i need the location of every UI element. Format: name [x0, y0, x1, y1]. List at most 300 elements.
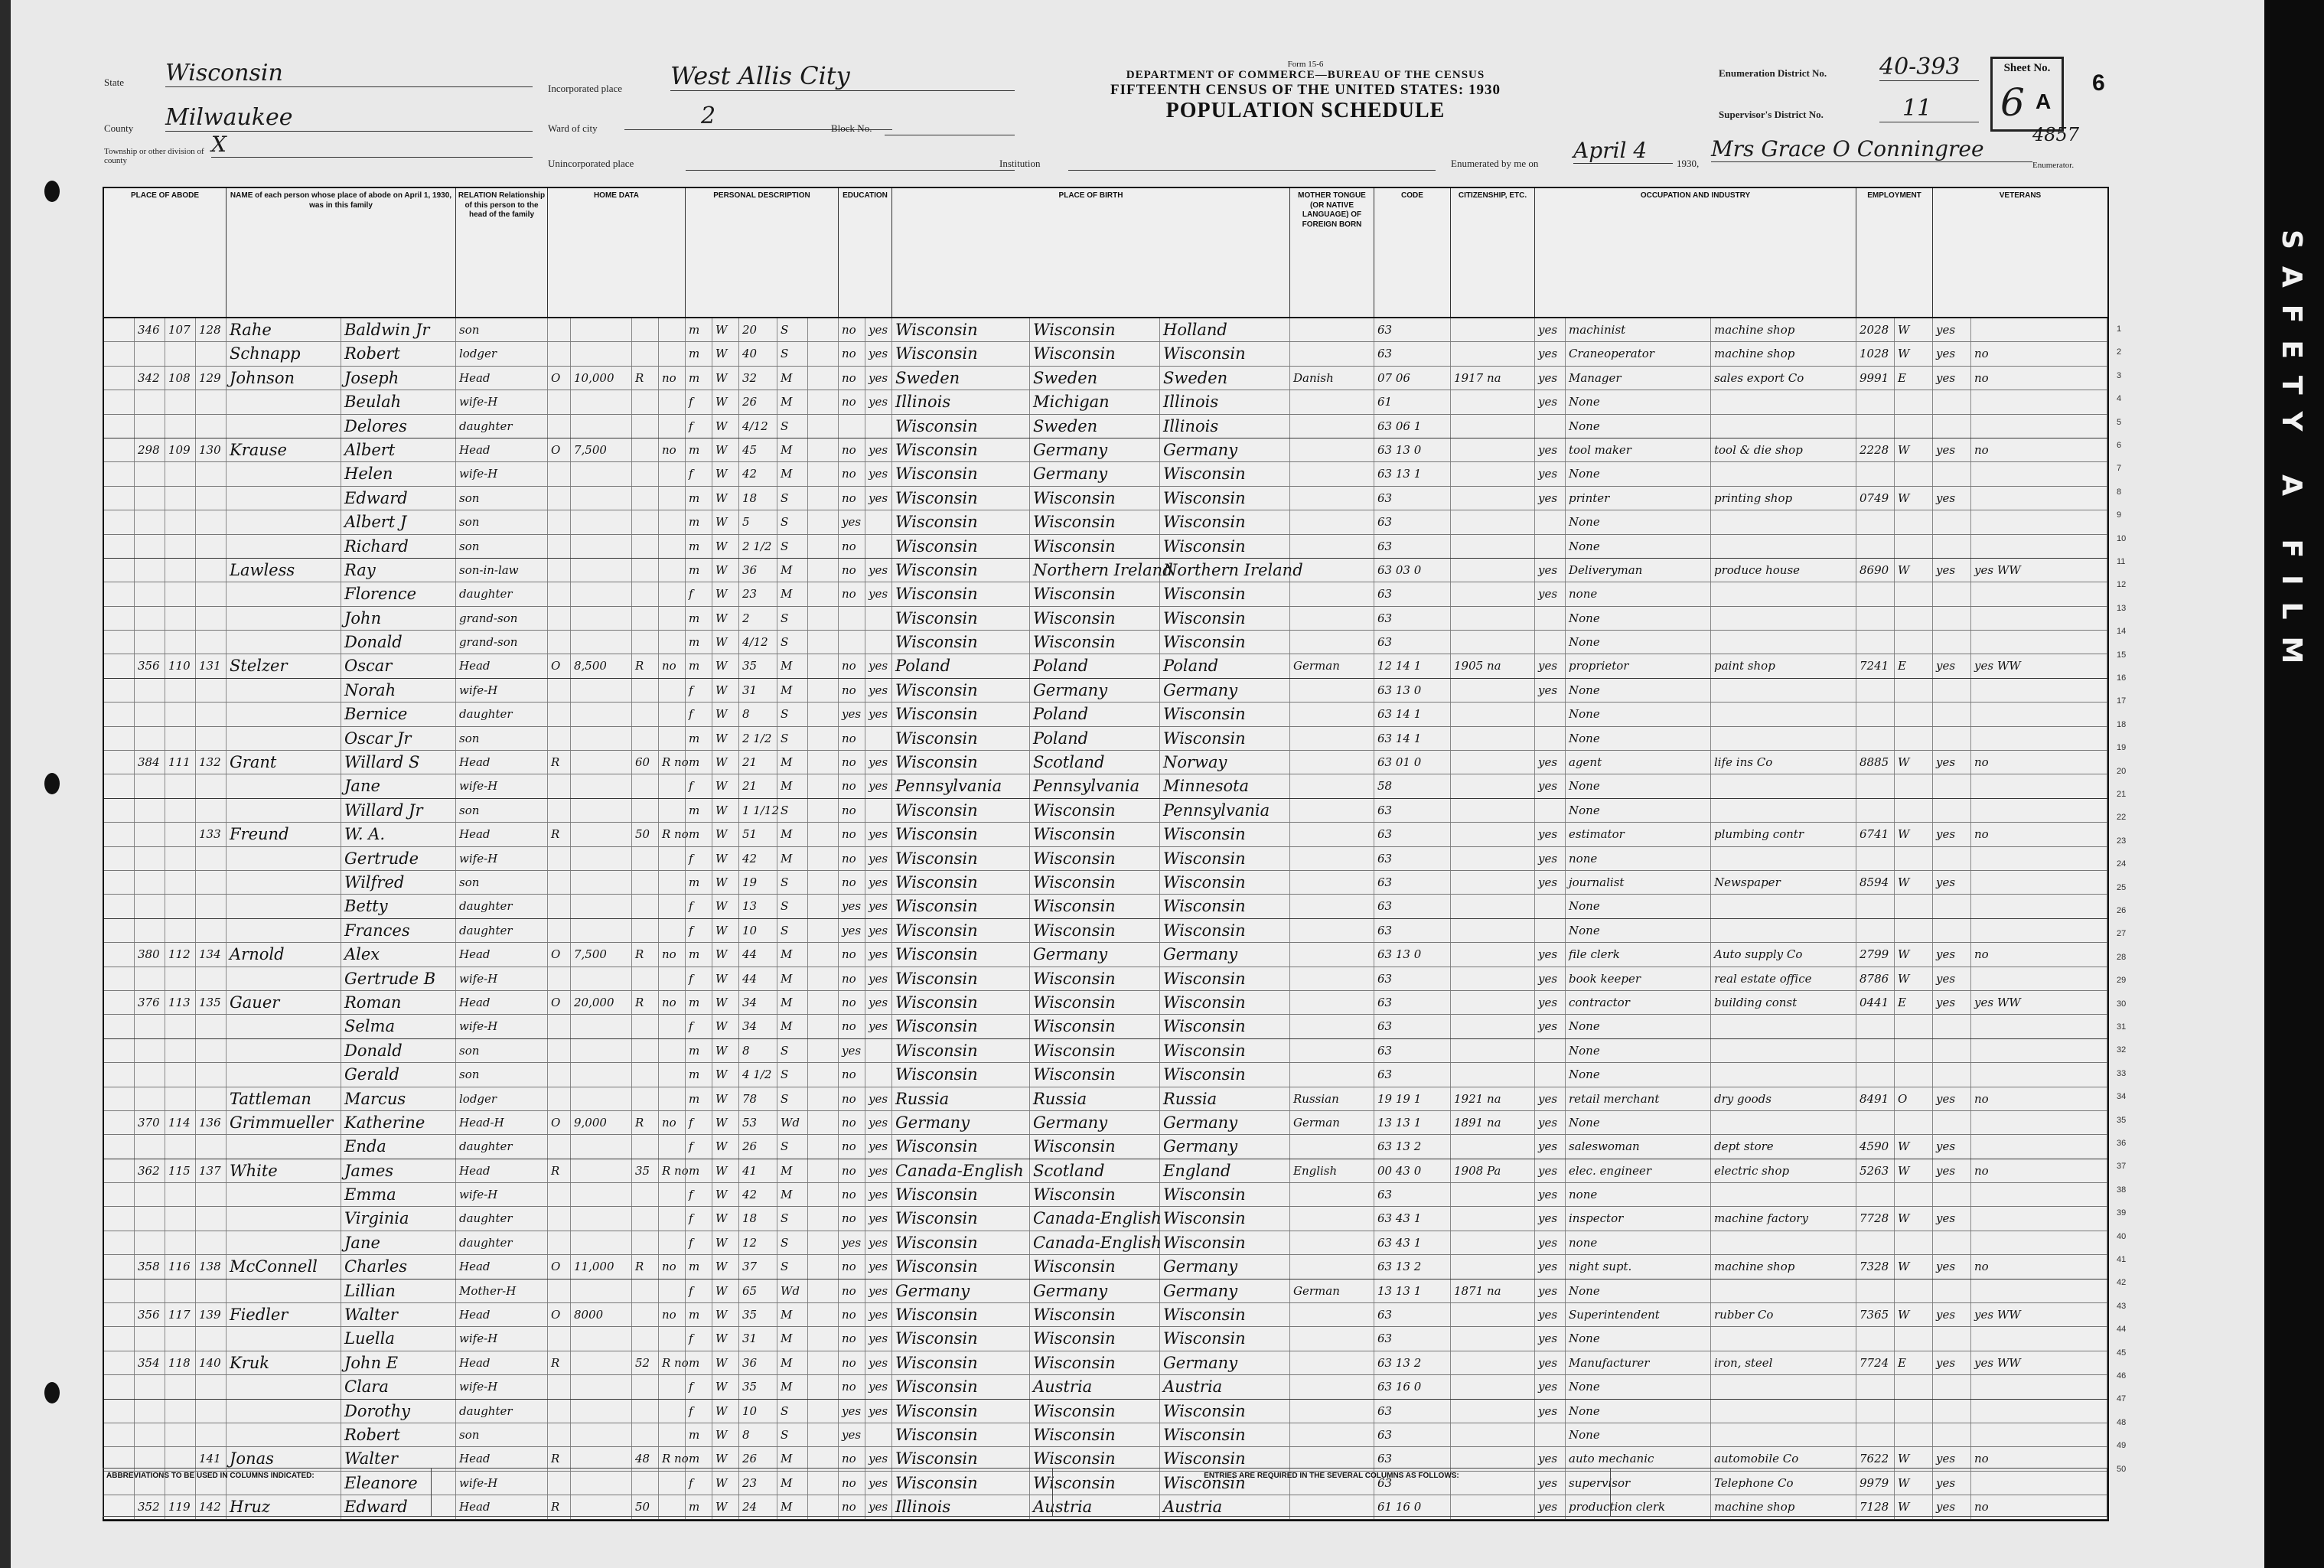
- cell-family: 142: [196, 1495, 227, 1518]
- table-row: [104, 1135, 2107, 1159]
- cell-english: yes: [1535, 1375, 1566, 1398]
- cell-relation: daughter: [456, 1400, 548, 1423]
- cell-house: [135, 342, 165, 365]
- cell-age: 32: [739, 367, 777, 390]
- cell-family: [196, 415, 227, 438]
- cell-given: Jane: [341, 1231, 456, 1254]
- cell-home: O: [548, 1111, 571, 1134]
- cell-occupation: None: [1566, 631, 1711, 654]
- cell-age: 2 1/2: [739, 727, 777, 750]
- column-header: CITIZENSHIP, ETC.: [1451, 188, 1535, 317]
- cell-occupation: None: [1566, 1063, 1711, 1086]
- row-number: 48: [2117, 1417, 2127, 1427]
- cell-street: [104, 535, 135, 558]
- cell-father: Wisconsin: [1030, 1423, 1160, 1446]
- cell-surname: [227, 510, 341, 533]
- cell-class: [1895, 1423, 1933, 1446]
- cell-occupation: None: [1566, 774, 1711, 797]
- cell-school: no: [839, 774, 865, 797]
- cell-farm: [808, 1159, 839, 1182]
- cell-street: [104, 1039, 135, 1062]
- table-row: [104, 1351, 2107, 1375]
- cell-surname: [227, 390, 341, 413]
- cell-marital: M: [777, 1303, 808, 1326]
- cell-class: W: [1895, 1207, 1933, 1230]
- cell-mother: Germany: [1160, 1280, 1290, 1302]
- cell-relation: daughter: [456, 919, 548, 942]
- cell-class: [1895, 631, 1933, 654]
- cell-radio: [659, 799, 686, 822]
- cell-value: [571, 318, 632, 341]
- cell-citizen: 1891 na: [1451, 1111, 1535, 1134]
- cell-relation: Head: [456, 438, 548, 461]
- cell-industry: [1711, 510, 1856, 533]
- cell-industry: [1711, 1375, 1856, 1398]
- cell-mother: Norway: [1160, 751, 1290, 774]
- cell-given: W. A.: [341, 823, 456, 846]
- cell-rent: R: [632, 367, 659, 390]
- cell-occupation: elec. engineer: [1566, 1159, 1711, 1182]
- cell-house: 370: [135, 1111, 165, 1134]
- cell-vet: no: [1971, 943, 2107, 966]
- cell-work: [1933, 727, 1971, 750]
- cell-street: [104, 415, 135, 438]
- cell-surname: [227, 703, 341, 725]
- cell-age: 42: [739, 462, 777, 485]
- cell-value: [571, 1039, 632, 1062]
- cell-industry: [1711, 1280, 1856, 1302]
- cell-relation: Head: [456, 1303, 548, 1326]
- cell-mother: Wisconsin: [1160, 967, 1290, 990]
- cell-english: [1535, 1423, 1566, 1446]
- cell-occupation: retail merchant: [1566, 1087, 1711, 1110]
- cell-dwelling: [165, 631, 196, 654]
- cell-ind-code: 7241: [1856, 654, 1895, 677]
- table-row: [104, 1063, 2107, 1087]
- cell-given: Clara: [341, 1375, 456, 1398]
- cell-age: 8: [739, 703, 777, 725]
- supervisor-district-label: Supervisor's District No.: [1719, 109, 1824, 120]
- cell-marital: S: [777, 607, 808, 630]
- row-number: 25: [2117, 882, 2127, 892]
- cell-citizen: [1451, 703, 1535, 725]
- cell-mother: Wisconsin: [1160, 342, 1290, 365]
- cell-marital: M: [777, 1015, 808, 1038]
- cell-work: yes: [1933, 1207, 1971, 1230]
- cell-citizen: [1451, 751, 1535, 774]
- cell-occupation: None: [1566, 799, 1711, 822]
- cell-value: [571, 1087, 632, 1110]
- cell-mother: Austria: [1160, 1495, 1290, 1518]
- cell-given: Eleanore: [341, 1472, 456, 1495]
- cell-industry: [1711, 390, 1856, 413]
- cell-code: 63 13 1: [1374, 462, 1451, 485]
- cell-read: [865, 727, 892, 750]
- cell-class: [1895, 1111, 1933, 1134]
- cell-mother: Illinois: [1160, 415, 1290, 438]
- cell-vet: [1971, 487, 2107, 510]
- cell-age: 23: [739, 1472, 777, 1495]
- cell-occupation: supervisor: [1566, 1472, 1711, 1495]
- state-label: State: [104, 77, 124, 88]
- cell-dwelling: [165, 919, 196, 942]
- cell-family: 138: [196, 1255, 227, 1278]
- cell-tongue: [1290, 1231, 1374, 1254]
- cell-occupation: file clerk: [1566, 943, 1711, 966]
- cell-read: yes: [865, 1327, 892, 1350]
- cell-family: [196, 703, 227, 725]
- cell-value: [571, 919, 632, 942]
- cell-farm: [808, 318, 839, 341]
- cell-given: Edward: [341, 1495, 456, 1518]
- cell-birth: Canada-English: [892, 1159, 1030, 1182]
- cell-rent: [632, 871, 659, 894]
- cell-dwelling: 108: [165, 367, 196, 390]
- cell-ind-code: [1856, 1183, 1895, 1206]
- cell-age: 34: [739, 1015, 777, 1038]
- cell-marital: M: [777, 751, 808, 774]
- cell-dwelling: [165, 1135, 196, 1158]
- cell-occupation: None: [1566, 1327, 1711, 1350]
- cell-industry: [1711, 1400, 1856, 1423]
- cell-read: yes: [865, 1015, 892, 1038]
- cell-radio: [659, 1183, 686, 1206]
- cell-surname: [227, 535, 341, 558]
- cell-relation: wife-H: [456, 1183, 548, 1206]
- cell-farm: [808, 1280, 839, 1302]
- cell-surname: Stelzer: [227, 654, 341, 677]
- cell-tongue: [1290, 895, 1374, 918]
- cell-relation: lodger: [456, 1087, 548, 1110]
- cell-code: 12 14 1: [1374, 654, 1451, 677]
- cell-street: [104, 1255, 135, 1278]
- cell-given: John E: [341, 1351, 456, 1374]
- cell-occupation: None: [1566, 462, 1711, 485]
- cell-english: yes: [1535, 1087, 1566, 1110]
- column-header: CODE: [1374, 188, 1451, 317]
- cell-relation: Head: [456, 823, 548, 846]
- cell-farm: [808, 1111, 839, 1134]
- cell-value: 7,500: [571, 943, 632, 966]
- place-value: West Allis City: [670, 61, 1015, 91]
- cell-mother: Wisconsin: [1160, 1423, 1290, 1446]
- cell-street: [104, 1135, 135, 1158]
- cell-citizen: [1451, 1400, 1535, 1423]
- cell-citizen: [1451, 1375, 1535, 1398]
- cell-father: Wisconsin: [1030, 1015, 1160, 1038]
- cell-rent: [632, 847, 659, 870]
- cell-work: yes: [1933, 1351, 1971, 1374]
- cell-work: yes: [1933, 1447, 1971, 1470]
- table-row: [104, 943, 2107, 967]
- cell-marital: S: [777, 727, 808, 750]
- cell-occupation: None: [1566, 727, 1711, 750]
- cell-class: [1895, 510, 1933, 533]
- cell-code: 63: [1374, 510, 1451, 533]
- township-label: Township or other division of county: [104, 147, 204, 165]
- cell-father: Wisconsin: [1030, 1351, 1160, 1374]
- cell-industry: [1711, 919, 1856, 942]
- cell-english: yes: [1535, 390, 1566, 413]
- cell-birth: Wisconsin: [892, 462, 1030, 485]
- cell-citizen: 1917 na: [1451, 367, 1535, 390]
- cell-birth: Wisconsin: [892, 1375, 1030, 1398]
- cell-english: yes: [1535, 1447, 1566, 1470]
- cell-code: 63 16 0: [1374, 1375, 1451, 1398]
- cell-street: [104, 367, 135, 390]
- cell-surname: White: [227, 1159, 341, 1182]
- title-block: [1030, 60, 1581, 123]
- cell-work: [1933, 1111, 1971, 1134]
- cell-ind-code: 2028: [1856, 318, 1895, 341]
- cell-value: [571, 487, 632, 510]
- table-row: [104, 654, 2107, 678]
- cell-race: W: [712, 1327, 739, 1350]
- cell-read: yes: [865, 318, 892, 341]
- cell-read: yes: [865, 1472, 892, 1495]
- cell-surname: [227, 1423, 341, 1446]
- table-row: [104, 1255, 2107, 1279]
- cell-read: [865, 607, 892, 630]
- cell-house: [135, 1375, 165, 1398]
- cell-street: [104, 1327, 135, 1350]
- unincorporated-value: [686, 158, 1015, 171]
- cell-family: [196, 1183, 227, 1206]
- cell-value: [571, 1423, 632, 1446]
- cell-birth: Wisconsin: [892, 895, 1030, 918]
- cell-home: O: [548, 438, 571, 461]
- cell-english: [1535, 535, 1566, 558]
- cell-ind-code: [1856, 1280, 1895, 1302]
- cell-street: [104, 774, 135, 797]
- cell-english: [1535, 727, 1566, 750]
- cell-marital: M: [777, 582, 808, 605]
- cell-school: yes: [839, 1423, 865, 1446]
- cell-school: no: [839, 654, 865, 677]
- cell-work: [1933, 1327, 1971, 1350]
- cell-radio: [659, 774, 686, 797]
- cell-class: [1895, 1375, 1933, 1398]
- cell-marital: M: [777, 1495, 808, 1518]
- cell-street: [104, 1087, 135, 1110]
- cell-industry: life ins Co: [1711, 751, 1856, 774]
- cell-relation: daughter: [456, 895, 548, 918]
- cell-given: Dorothy: [341, 1400, 456, 1423]
- cell-tongue: [1290, 1255, 1374, 1278]
- cell-ind-code: [1856, 895, 1895, 918]
- cell-home: [548, 318, 571, 341]
- cell-tongue: [1290, 342, 1374, 365]
- cell-work: [1933, 607, 1971, 630]
- cell-class: [1895, 847, 1933, 870]
- cell-house: [135, 487, 165, 510]
- cell-age: 31: [739, 1327, 777, 1350]
- column-header: PERSONAL DESCRIPTION: [686, 188, 839, 317]
- cell-occupation: Manufacturer: [1566, 1351, 1711, 1374]
- cell-sex: m: [686, 631, 712, 654]
- cell-birth: Wisconsin: [892, 415, 1030, 438]
- cell-family: [196, 1423, 227, 1446]
- cell-ind-code: 8491: [1856, 1087, 1895, 1110]
- cell-mother: Germany: [1160, 1255, 1290, 1278]
- enum-district-label: Enumeration District No.: [1719, 67, 1827, 79]
- cell-industry: [1711, 582, 1856, 605]
- cell-house: 352: [135, 1495, 165, 1518]
- cell-marital: S: [777, 871, 808, 894]
- cell-house: 356: [135, 1303, 165, 1326]
- cell-home: [548, 1423, 571, 1446]
- cell-rent: [632, 559, 659, 582]
- row-number: 40: [2117, 1231, 2127, 1241]
- cell-home: [548, 1280, 571, 1302]
- cell-birth: Wisconsin: [892, 487, 1030, 510]
- cell-school: no: [839, 535, 865, 558]
- cell-class: W: [1895, 438, 1933, 461]
- cell-radio: [659, 1015, 686, 1038]
- cell-marital: S: [777, 1231, 808, 1254]
- cell-birth: Wisconsin: [892, 1063, 1030, 1086]
- cell-work: yes: [1933, 991, 1971, 1014]
- cell-school: no: [839, 1303, 865, 1326]
- cell-class: O: [1895, 1087, 1933, 1110]
- cell-read: yes: [865, 487, 892, 510]
- cell-marital: Wd: [777, 1280, 808, 1302]
- cell-english: yes: [1535, 487, 1566, 510]
- cell-home: [548, 679, 571, 702]
- column-header: EDUCATION: [839, 188, 892, 317]
- cell-code: 63: [1374, 1183, 1451, 1206]
- cell-street: [104, 895, 135, 918]
- cell-ind-code: [1856, 510, 1895, 533]
- cell-radio: no: [659, 367, 686, 390]
- block-label: Block No.: [831, 122, 872, 134]
- cell-occupation: machinist: [1566, 318, 1711, 341]
- cell-house: [135, 1015, 165, 1038]
- cell-race: W: [712, 799, 739, 822]
- table-row: [104, 535, 2107, 559]
- cell-house: [135, 774, 165, 797]
- cell-house: 354: [135, 1351, 165, 1374]
- cell-code: 63: [1374, 1063, 1451, 1086]
- cell-home: R: [548, 1447, 571, 1470]
- cell-race: W: [712, 727, 739, 750]
- cell-occupation: proprietor: [1566, 654, 1711, 677]
- cell-father: Wisconsin: [1030, 823, 1160, 846]
- cell-radio: [659, 582, 686, 605]
- cell-occupation: Superintendent: [1566, 1303, 1711, 1326]
- cell-occupation: none: [1566, 1183, 1711, 1206]
- cell-code: 63 03 0: [1374, 559, 1451, 582]
- cell-ind-code: 9991: [1856, 367, 1895, 390]
- cell-occupation: Deliveryman: [1566, 559, 1711, 582]
- cell-vet: [1971, 679, 2107, 702]
- cell-value: [571, 1327, 632, 1350]
- cell-race: W: [712, 1472, 739, 1495]
- table-row: [104, 1015, 2107, 1038]
- cell-family: 129: [196, 367, 227, 390]
- cell-sex: m: [686, 871, 712, 894]
- cell-house: [135, 1423, 165, 1446]
- cell-citizen: [1451, 1183, 1535, 1206]
- cell-citizen: [1451, 438, 1535, 461]
- cell-citizen: 1905 na: [1451, 654, 1535, 677]
- cell-relation: wife-H: [456, 1472, 548, 1495]
- cell-given: Jane: [341, 774, 456, 797]
- cell-surname: [227, 582, 341, 605]
- cell-ind-code: [1856, 390, 1895, 413]
- cell-class: W: [1895, 751, 1933, 774]
- cell-english: [1535, 1063, 1566, 1086]
- row-number: 23: [2117, 836, 2127, 846]
- cell-farm: [808, 535, 839, 558]
- cell-sex: m: [686, 799, 712, 822]
- cell-read: yes: [865, 342, 892, 365]
- cell-sex: m: [686, 1495, 712, 1518]
- cell-code: 63 13 0: [1374, 438, 1451, 461]
- cell-marital: M: [777, 1472, 808, 1495]
- cell-race: W: [712, 582, 739, 605]
- cell-read: yes: [865, 1351, 892, 1374]
- cell-house: [135, 703, 165, 725]
- cell-race: W: [712, 1159, 739, 1182]
- cell-industry: [1711, 462, 1856, 485]
- scan-left-edge: [0, 0, 11, 1568]
- cell-race: W: [712, 1495, 739, 1518]
- cell-family: 141: [196, 1447, 227, 1470]
- cell-sex: f: [686, 895, 712, 918]
- cell-house: 376: [135, 991, 165, 1014]
- cell-age: 51: [739, 823, 777, 846]
- cell-farm: [808, 1303, 839, 1326]
- cell-school: no: [839, 582, 865, 605]
- cell-value: [571, 1159, 632, 1182]
- cell-street: [104, 943, 135, 966]
- cell-father: Poland: [1030, 703, 1160, 725]
- cell-ind-code: [1856, 1231, 1895, 1254]
- cell-family: 132: [196, 751, 227, 774]
- census-sheet: [12, 0, 2262, 1568]
- cell-marital: S: [777, 342, 808, 365]
- cell-code: 63: [1374, 535, 1451, 558]
- cell-work: [1933, 582, 1971, 605]
- cell-vet: [1971, 919, 2107, 942]
- cell-given: Baldwin Jr: [341, 318, 456, 341]
- cell-vet: [1971, 1111, 2107, 1134]
- cell-birth: Wisconsin: [892, 727, 1030, 750]
- cell-father: Germany: [1030, 438, 1160, 461]
- cell-rent: [632, 1400, 659, 1423]
- table-row: [104, 462, 2107, 486]
- cell-rent: 50: [632, 1495, 659, 1518]
- cell-dwelling: [165, 559, 196, 582]
- cell-given: Katherine: [341, 1111, 456, 1134]
- cell-mother: Wisconsin: [1160, 1039, 1290, 1062]
- cell-sex: f: [686, 967, 712, 990]
- cell-street: [104, 438, 135, 461]
- cell-home: [548, 535, 571, 558]
- cell-house: [135, 1207, 165, 1230]
- cell-class: W: [1895, 342, 1933, 365]
- cell-birth: Wisconsin: [892, 1327, 1030, 1350]
- cell-birth: Wisconsin: [892, 582, 1030, 605]
- cell-family: [196, 390, 227, 413]
- cell-value: [571, 727, 632, 750]
- cell-sex: m: [686, 1351, 712, 1374]
- cell-school: no: [839, 1280, 865, 1302]
- cell-mother: Wisconsin: [1160, 1447, 1290, 1470]
- cell-relation: son: [456, 799, 548, 822]
- table-row: [104, 1207, 2107, 1231]
